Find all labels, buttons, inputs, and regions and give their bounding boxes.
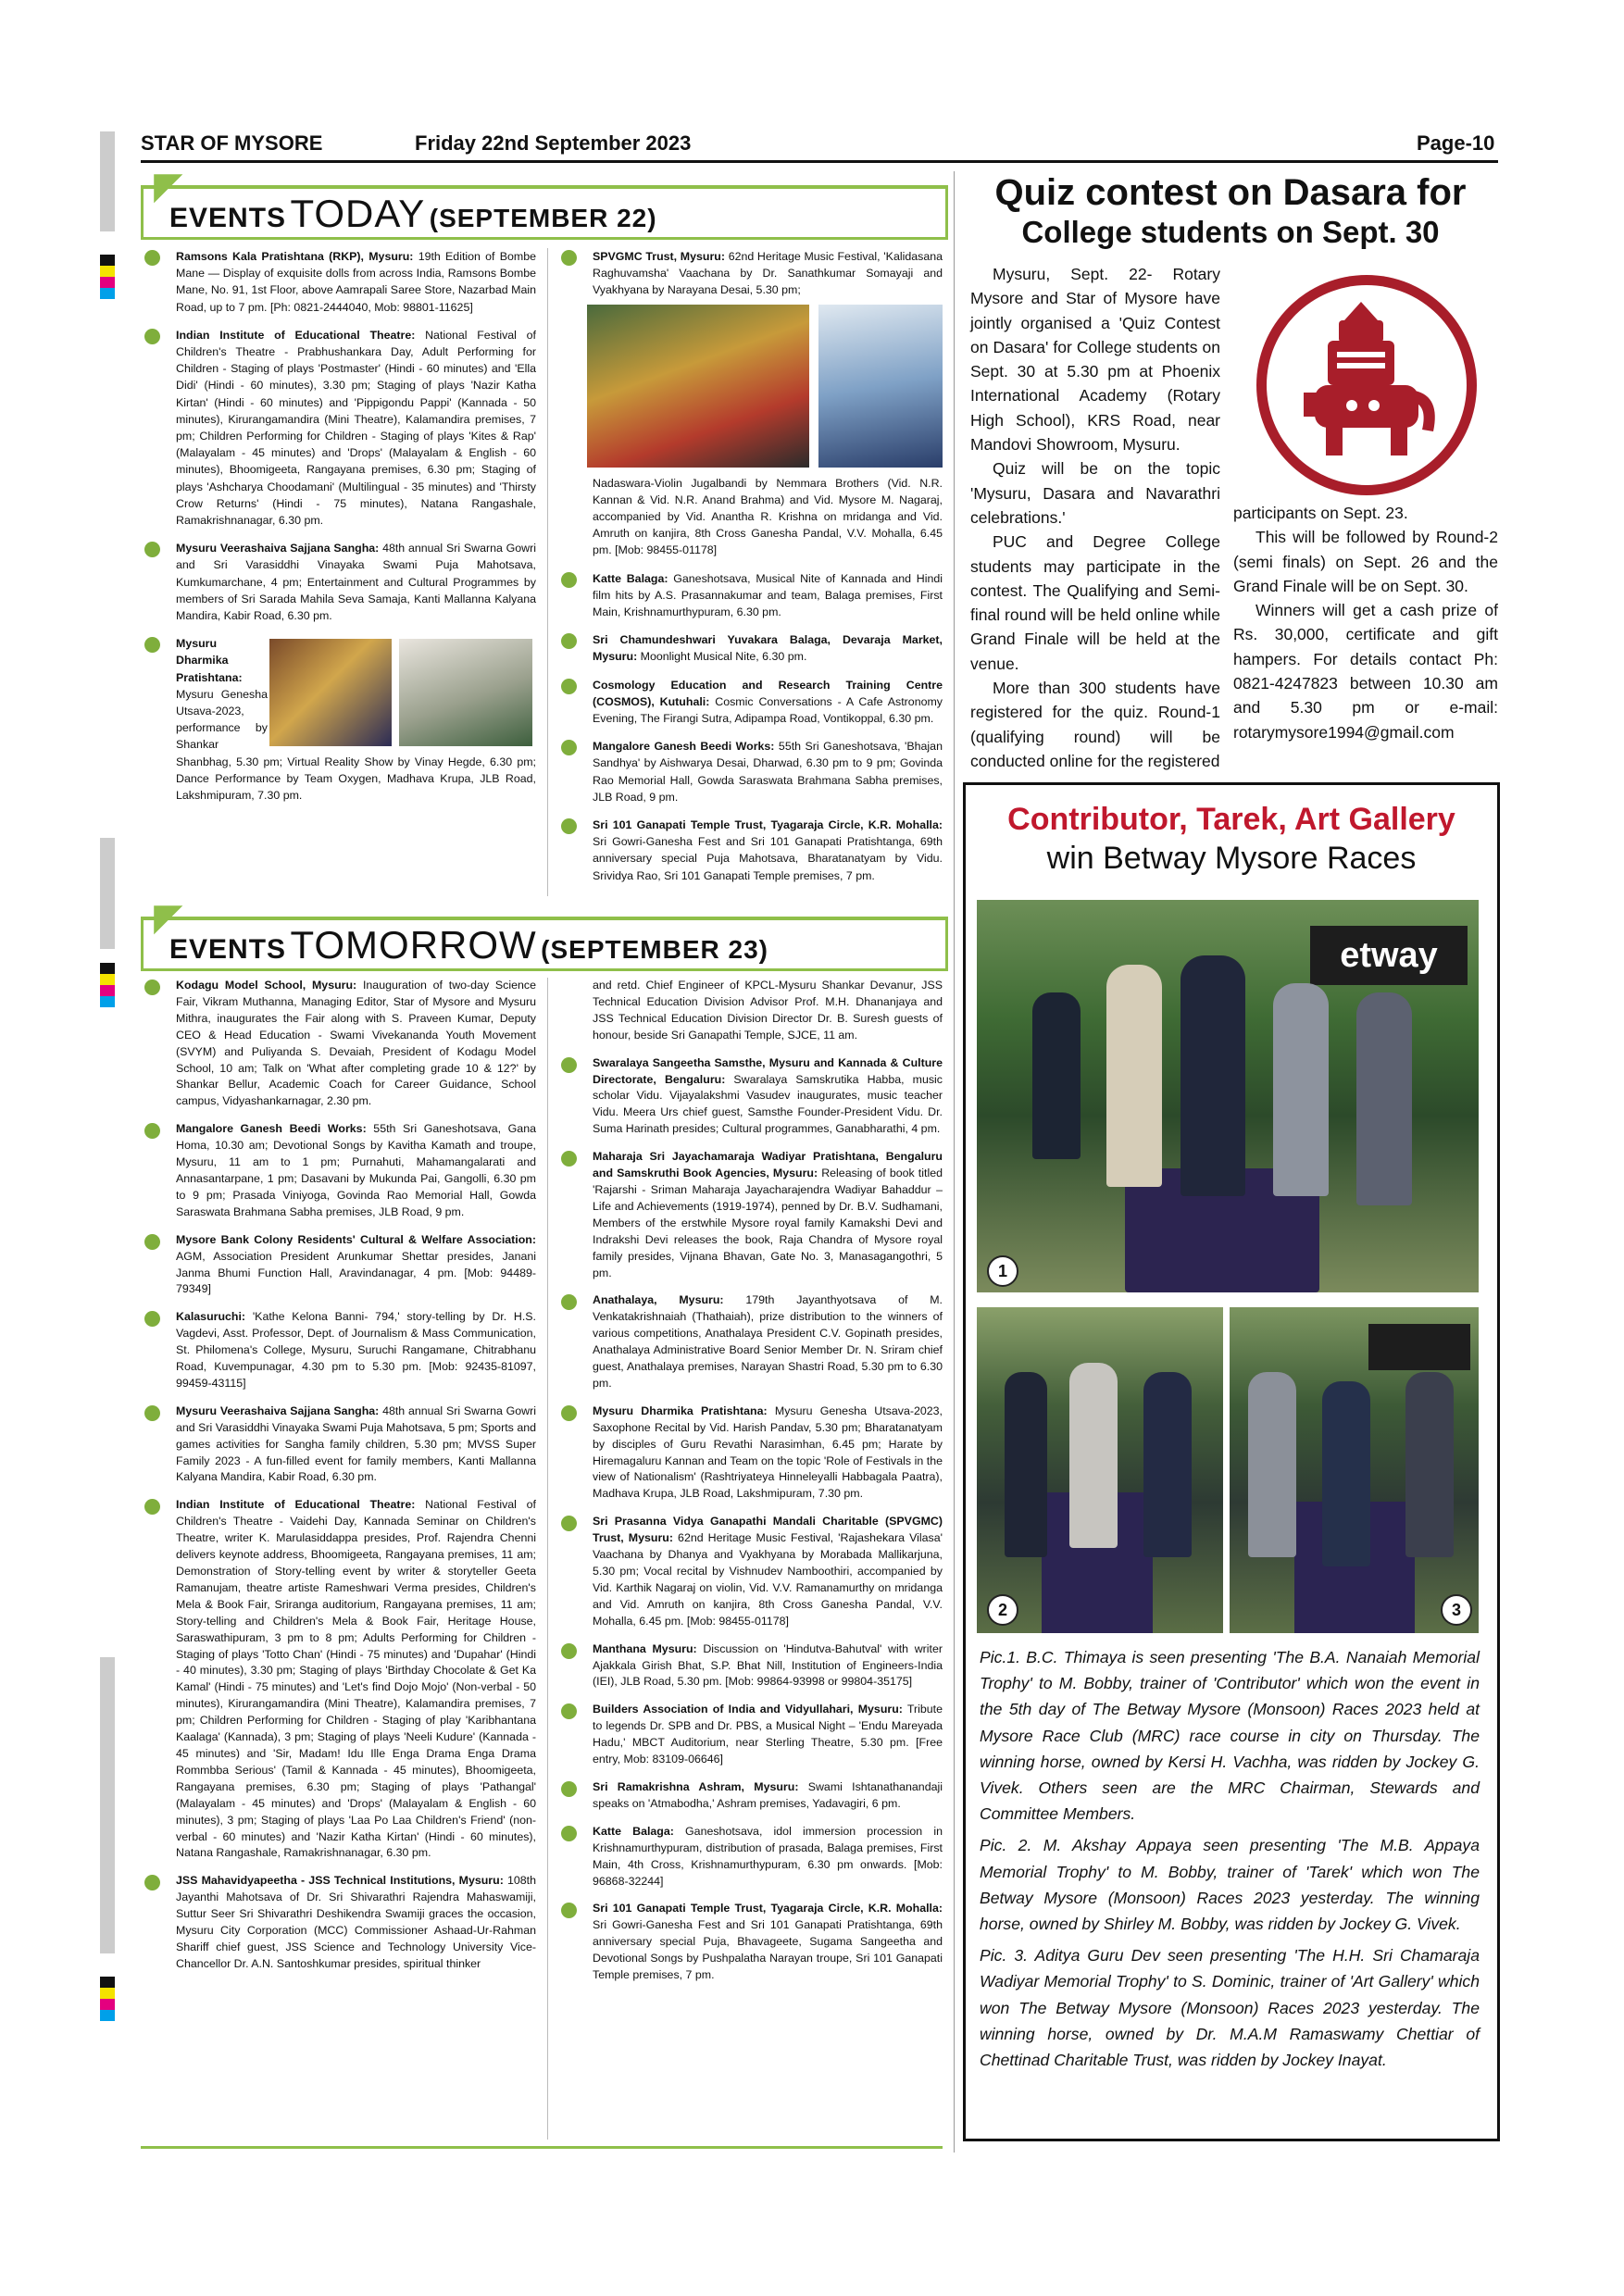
- list-item: Mangalore Ganesh Beedi Works: 55th Sri Ganeshotsava, 'Bhajan Sandhya' by Aishwarya Desai, Dharwad, 6.30 pm to 9 pm; Govinda Rao Memorial Hall, Gowda Saraswata Brahmana Sabha premises, JLB Road, 9 pm.: [559, 738, 943, 805]
- list-item: Builders Association of India and Vidyullahari, Mysuru: Tribute to legends Dr. SPB and Dr. PBS, a Musical Night – 'Endu Mareyada Hadu,' MBCT Auditorium, near Sterling Theatre, 5.30 pm. [Free entry, Mob: 83109-06646]: [559, 1702, 943, 1768]
- list-item: Manthana Mysuru: Discussion on 'Hindutva-Bahutval' with writer Ajakkala Girish Bhat, S.P. Bhat Nill, Institution of Engineers-India (IEI), JLB Road, 5.30 pm. [Mob: 99864-93998 or 99804-35175]: [559, 1641, 943, 1691]
- caption-pic-3: Pic. 3. Aditya Guru Dev seen presenting 'The H.H. Sri Chamaraja Wadiyar Memorial Trophy' to S. Dominic, trainer of 'Art Gallery' which won The Betway Mysore (Monsoon) Races 2023 yesterday. The winning horse, owned by Dr. M.A.M Ramaswamy Chettiar of Chettinad Charitable Trust, was ridden by Jockey Inayat.: [980, 1946, 1480, 2070]
- events-today-title: EVENTS TODAY (SEPTEMBER 22): [169, 192, 657, 235]
- list-item: Sri Chamundeshwari Yuvakara Balaga, Devaraja Market, Mysuru: Moonlight Musical Nite, 6.30 pm.: [559, 631, 943, 665]
- race-photo-1: [977, 900, 1479, 1292]
- list-item: and retd. Chief Engineer of KPCL-Mysuru Shankar Devanur, JSS Technical Education Division Advisor Prof. M.H. Dhananjaya and JSS Technical Education Division Director Dr. B. Suresh guests of honour, beside Sri Ganapathi Temple, SJCE, 11 am.: [593, 979, 943, 1042]
- races-captions: [980, 1644, 1480, 2078]
- quiz-body-col2: participants on Sept. 23. This will be followed by Round-2 (semi finals) on Sept. 26 and the Grand Finale will be on Sept. 30. Winners will get a cash prize of Rs. 30,000, certificate and gift hampers. For details contact Ph: 0821-4247823 between 10.30 am and 5.30 pm or e-mail: rotarymysore1994@gmail.com: [1233, 504, 1498, 742]
- events-bottom-rule: [141, 2146, 943, 2149]
- caption-pic-1: Pic.1. B.C. Thimaya is seen presenting 'The B.A. Nanaiah Memorial Trophy' to M. Bobby, trainer of 'Contributor' which won the event in the 5th day of The Betway Mysore (Monsoon) Races 2023 held at Mysore Race Club (MRC) race course in city on Thursday. The winning horse, owned by Kersi H. Vachha, was ridden by Jockey G. Vivek. Others seen are the MRC Chairman, Stewards and Committee Members.: [980, 1648, 1480, 1824]
- events-tomorrow-col-left: [143, 978, 536, 1984]
- nadaswara-photos: [559, 305, 943, 469]
- registration-bar: [100, 131, 115, 231]
- registration-bar: [100, 838, 115, 949]
- list-item: Mysuru Veerashaiva Sajjana Sangha: 48th annual Sri Swarna Gowri and Sri Varasiddhi Vinayaka Swami Puja Mahotsava, 5 pm; Sports and games activities for Sangha family children, 5.30 pm; MVSS Super Family 2023 - A fun-filled event for family members, Kanti Mallanna Kalyana Mandira, Kabir Road, 6.30 pm.: [143, 1404, 536, 1487]
- quiz-body-col1: Mysuru, Sept. 22- Rotary Mysore and Star of Mysore have jointly organised a 'Quiz Contest on Dasara' for College students on Sept. 30 at 5.30 pm at Phoenix International Academy (Rotary High School), KRS Road, near Mandovi Showroom, Mysuru. Quiz will be on the topic 'Mysuru, Dasara and Navarathri celebrations.' PUC and Degree College students may participate in the contest. The Qualifying and Semi-final round will be held online while Grand Finale will be held at the venue. More than 300 students have registered for the quiz. Round-1 (qualifying round) will be conducted online for the registered: [970, 265, 1220, 770]
- list-item: Anathalaya, Mysuru: 179th Jayanthyotsava of M. Venkatakrishnaiah (Thathaiah), prize distribution to the winners of various competitions, Anathalaya President C.V. Gopinath presides, Anathalaya Administrative Board Senior Member Dr. N. Sriram chief guest, Anathalaya premises, Narayan Shastri Road, 5.30 pm to 6.30 pm.: [559, 1292, 943, 1391]
- color-registration-marks: [100, 255, 115, 310]
- pic-number-1: 1: [987, 1255, 1018, 1287]
- newspaper-name: STAR OF MYSORE: [141, 131, 323, 155]
- list-item: Kalasuruchi: 'Kathe Kelona Banni- 794,' story-telling by Dr. H.S. Vagdevi, Asst. Professor, Dept. of Journalism & Mass Communication, St. Philomena's College, Mysuru, Suruchi Rangamane, Chitrabhanu Road, Kuvempunagar, 4.30 pm to 5.30 pm. [Mob: 92435-81097, 99459-43115]: [143, 1309, 536, 1392]
- list-item: Mysuru Dharmika Pratishtana: Mysuru Genesha Utsava-2023, performance by Shankar Shanbhag, 5.30 pm; Virtual Reality Show by Vinay Hegde, 6.30 pm; Dance Performance by Team Oxygen, Madhava Krupa, JLB Road, Lakshmipuram, 7.30 pm.: [143, 635, 536, 804]
- registration-bar: [100, 1657, 115, 1953]
- photo-shankar-shanbhag: [269, 639, 392, 746]
- performer-photos: [268, 635, 536, 750]
- list-item: Katte Balaga: Ganeshotsava, Musical Nite of Kannada and Hindi film hits by A.S. Prasannakumar and team, Balaga premises, First Main, Krishnamurthypuram, 6.30 pm.: [559, 570, 943, 621]
- list-item: Mysore Bank Colony Residents' Cultural & Welfare Association: AGM, Association President Arunkumar Shettar presides, Janani Janma Bhumi Function Hall, Aravindanagar, 4 pm. [Mob: 94489-79349]: [143, 1232, 536, 1299]
- issue-date: Friday 22nd September 2023: [415, 131, 692, 155]
- list-item: Mysuru Dharmika Pratishtana: Mysuru Genesha Utsava-2023, Saxophone Recital by Vid. Harish Pandav, 5.30 pm; Bharatanatyam by disciples of Guru Revathi Narasimhan, 6.45 pm; Harate by Hiremagaluru Kannan and Team on the topic 'Role of Festivals in the view of Nationalism' (Rashtriyateya Hinneleyalli Habbagala Paatra), Madhava Krupa, JLB Road, Lakshmipuram, 7.30 pm.: [559, 1404, 943, 1503]
- list-item: Indian Institute of Educational Theatre: National Festival of Children's Theatre - Vaidehi Day, Kannada Seminar on Children's Theatre, writer K. Marulasiddappa presides, Prof. Rajendra Chenni delivers keynote address, Bhoomigeeta, Rangayana premises, 11 am; Demonstration of Story-telling event by writer & storyteller Geeta Ramanujam, theatre artiste Rameshwari Verma presides, Children's Mela & Book Fair, Sriranga auditorium, Rangayana premises, 11 am; Story-telling and Children's Mela & Book Fair, Heritage House, Saraswathipuram, 3 pm to 8 pm; Adults Performing for Children - Staging of plays 'Totto Chan' (Hindi - 75 minutes) and 'Dupahar' (Hindi - 40 minutes), 3.30 pm; Staging of plays 'Birthday Chocolate & Get Ka Kamal' (Hindi - 75 minutes) and 'Let's find Dojo Mojo' (Non-verbal - 50 minutes), Kirurangamandira (Mini Theatre), Kalamandira premises, 7 pm; Children Performing for Children - Staging of play 'Karibhantana Kaalaga' (Kannada), 3 pm; Staging of plays 'Neeli Kudure' (Kannada - 45 minutes) and 'Sir, Madam! Idu Ille Enga Drama Enga Drama Rommbba Serious' (Tamil & Kannada - 45 minutes), Bhoomigeeta, Rangayana premises, 6.30 pm; Staging of plays 'Pathangal' (Malayalam - 45 minutes) and 'Drops' (Malayalam & English - 60 minutes), 3 pm; Staging of plays 'Laa Po Laa Children's Friend' (non- verbal - 60 minutes) and 'Nazir Katha Kirtan' (Hindi - 60 minutes), Natana Rangashale, Ramakrishnanagar, 6.30 pm.: [143, 1497, 536, 1862]
- photo-nemmara-brothers: [587, 305, 809, 468]
- list-item: Indian Institute of Educational Theatre: National Festival of Children's Theatre - Prabhushankara Day, Adult Performing for Children - Staging of plays 'Postmaster' (Hindi - 60 minutes) and 'Ella Didi' (Hindi - 60 minutes), 3.30 pm; Staging of plays 'Nazir Katha Kirtan' (Hindi - 60 minutes) and 'Pippigondu Pappi' (Kannada - 50 minutes), Kirurangamandira (Mini Theatre), Kalamandira premises, 7 pm; Children Performing for Children - Staging of plays 'Kites & Rap' (Malayalam - 45 minutes) and 'Drops' (Malayalam & English - 60 minutes), Bhoomigeeta, Rangayana premises, 6.30 pm; Staging of plays 'Ashcharya Choodamani' (Multilingual - 35 minutes) and 'Thirsty Crow Returns' (Hindi - 75 minutes), Natana Rangashale, Ramakrishnanagar, 6.30 pm.: [143, 327, 536, 529]
- race-photo-2: [977, 1307, 1223, 1633]
- betway-banner: etway: [1310, 926, 1468, 985]
- photo-m-nagaraj: [818, 305, 943, 468]
- events-today-col-right: [559, 248, 943, 895]
- events-tomorrow-col-right: [559, 978, 943, 1995]
- list-item: Katte Balaga: Ganeshotsava, idol immersion procession in Krishnamurthypuram, distribution of prasada, Balaga premises, First Main, 4th Cross, Krishnamurthypuram, 6.30 pm onwards. [Mob: 96868-32244]: [559, 1824, 943, 1890]
- list-item: Kodagu Model School, Mysuru: Inauguration of two-day Science Fair, Vikram Muthanna, Managing Editor, Star of Mysore and Mysuru Mithra, inaugurates the Fair along with S. Praveen Kumar, Deputy CEO & Head Education - Swami Vivekananda Youth Movement (SVYM) and Puliyanda S. Devaiah, President of Kodagu Model School, 10 am; Talk on 'What after completing grade 10 & 12?' by Shankar Bellur, Academic Coach for Career Guidance, School campus, Vidyashankarnagar, 2.30 pm.: [143, 978, 536, 1110]
- caption-pic-2: Pic. 2. M. Akshay Appaya seen presenting 'The M.B. Appaya Memorial Trophy' to M. Bobby, trainer of 'Tarek' which won The Betway Mysore (Monsoon) Races 2023 yesterday. The winning horse, owned by Shirley M. Bobby, was ridden by Jockey G. Vivek.: [980, 1836, 1480, 1934]
- events-tomorrow-title: EVENTS TOMORROW (SEPTEMBER 23): [169, 923, 768, 967]
- quiz-headline: Quiz contest on Dasara for: [994, 172, 1467, 213]
- photo-vinay-hegde: [399, 639, 532, 746]
- list-item: Nadaswara-Violin Jugalbandi by Nemmara Brothers (Vid. N.R. Kannan & Vid. N.R. Anand Brahma) and Vid. Mysore M. Nagaraj, accompanied by Vid. Anantha R. Krishna on mridanga and Vid. Amruth on kanjira, 8th Cross Ganesha Pandal, V.V. Mohalla, 6.45 pm. [Mob: 98455-01178]: [593, 476, 943, 557]
- races-headline: Contributor, Tarek, Art Gallery: [1007, 802, 1455, 837]
- color-registration-marks: [100, 963, 115, 1018]
- column-rule: [954, 171, 955, 2152]
- list-item: Sri 101 Ganapati Temple Trust, Tyagaraja Circle, K.R. Mohalla: Sri Gowri-Ganesha Fest and Sri 101 Ganapati Pratishtanga, 69th anniversary special Puja, Bhavageete, Sugama Sangeetha and Devotional Songs by Pushpalatha Narayan troupe, Sri 101 Ganapati Temple premises, 7 pm.: [559, 1901, 943, 1984]
- page-number: Page-10: [1417, 131, 1495, 155]
- pic-number-2: 2: [987, 1594, 1018, 1626]
- list-item: JSS Mahavidyapeetha - JSS Technical Institutions, Mysuru: 108th Jayanthi Mahotsava of Dr. Sri Shivarathri Rajendra Mahaswamiji, Suttur Seer Sri Shivarathri Deshikendra Swamiji graces the occasion, Mysuru City Corporation (MCC) Commissioner Ashaad-Ur-Rahman Shariff chief guest, JSS Science and Technology University Vice-Chancellor Dr. A.N. Santoshkumar presides, spiritual thinker: [143, 1873, 536, 1972]
- events-today-col-left: [143, 248, 536, 815]
- quiz-subheadline: College students on Sept. 30: [1021, 215, 1440, 249]
- list-item: Sri Ramakrishna Ashram, Mysuru: Swami Ishtanathanandaji speaks on 'Atmabodha,' Ashram premises, Yadavagiri, 6 pm.: [559, 1779, 943, 1813]
- list-item: Sri 101 Ganapati Temple Trust, Tyagaraja Circle, K.R. Mohalla: Sri Gowri-Ganesha Fest and Sri 101 Ganapati Pratishtanga, 69th anniversary special Puja Mahotsava, Bharatanatyam by Vidu. Srividya Rao, Sri 101 Ganapati Temple premises, 7 pm.: [559, 817, 943, 884]
- race-photo-3: [1230, 1307, 1479, 1633]
- races-subheadline: win Betway Mysore Races: [1046, 841, 1417, 876]
- list-item: Cosmology Education and Research Training Centre (COSMOS), Kutuhali: Cosmic Conversations - A Cafe Astronomy Evening, The Firangi Sutra, Adipampa Road, Vontikoppal, 6.30 pm.: [559, 677, 943, 728]
- list-item: Mangalore Ganesh Beedi Works: 55th Sri Ganeshotsava, Gana Homa, 10.30 am; Devotional Songs by Kavitha Kamath and troupe, Mysuru, 11 am to 1 pm; Purnahuti, Mahamangalarati and Annasantarpane, 1 pm; Dasavani by Mukunda Pai, Gangolli, 6.30 pm to 9 pm; Prasada Viniyoga, Govinda Rao Memorial Hall, Gowda Saraswata Brahmana Sabha premises, JLB Road, 9 pm.: [143, 1121, 536, 1220]
- list-item: Maharaja Sri Jayachamaraja Wadiyar Pratishtana, Bengaluru and Samskruthi Book Agencies, Mysuru: Releasing of book titled 'Rajarshi - Sriman Maharaja Jayacharajendra Wadiyar Bahaddur – Life and Achievements (1919-1974), penned by Dr. B.V. Sudhamani, Members of the erstwhile Mysore royal family Kamakshi Devi and Indrakshi Devi releases the book, Raja Chandra of Mysore royal family presides, Vijnana Bhavan, Gate No. 3, Manasagangothri, 5 pm.: [559, 1149, 943, 1281]
- list-item: SPVGMC Trust, Mysuru: 62nd Heritage Music Festival, 'Kalidasana Raghuvamsha' Vaachana by Dr. Sanathkumar Somayaji and Vyakhyana by Narayana Desai, 5.30 pm;: [559, 248, 943, 299]
- pic-number-3: 3: [1441, 1594, 1472, 1626]
- list-item: Ramsons Kala Pratishtana (RKP), Mysuru: 19th Edition of Bombe Mane — Display of exquisite dolls from across India, Ramsons Bombe Mane, No. 91, 1st Floor, above Aamrapali Saree Store, Nazarbad Main Road, up to 7 pm. [Ph: 0821-2444040, Mob: 98801-11625]: [143, 248, 536, 316]
- color-registration-marks: [100, 1977, 115, 2032]
- list-item: Swaralaya Sangeetha Samsthe, Mysuru and Kannada & Culture Directorate, Bengaluru: Swaralaya Samskrutika Habba, music scholar Vidu. Vijayalakshmi Vasudev inaugurates, music teacher Vidu. Meera Urs chief guest, Samsthe Founder-President Vidu. Dr. Suma Harinath presides; Cultural programmes, Ganabharathi, 4 pm.: [559, 1055, 943, 1139]
- column-rule: [547, 978, 548, 2140]
- list-item: Mysuru Veerashaiva Sajjana Sangha: 48th annual Sri Swarna Gowri and Sri Varasiddhi Vinayaka Swami Puja Mahotsava, Kumkumarchane, 4 pm; Entertainment and Cultural Programmes by members of Sri Sarada Mahila Seva Samaja, Kanti Mallanna Kalyana Mandira, Kabir Road, 6.30 pm.: [143, 540, 536, 624]
- list-item: Sri Prasanna Vidya Ganapathi Mandali Charitable (SPVGMC) Trust, Mysuru: 62nd Heritage Music Festival, 'Rajashekara Vilasa' Vaachana by Dhanya and Vyakhyana by Morabada Mallikarjuna, 5.30 pm; Vocal recital by Vishnudev Namboothiri, accompanied by Vid. Karthik Nagaraj on violin, Vid. V.V. Ramanamurthy on mridanga and Vid. Amruth on kanjira, 8th Cross Ganesha Pandal, V.V. Mohalla, 6.45 pm. [Mob: 98455-01178]: [559, 1514, 943, 1629]
- header-rule: [141, 160, 1498, 163]
- rotary-quiz-logo: [1252, 270, 1481, 500]
- column-rule: [547, 248, 548, 896]
